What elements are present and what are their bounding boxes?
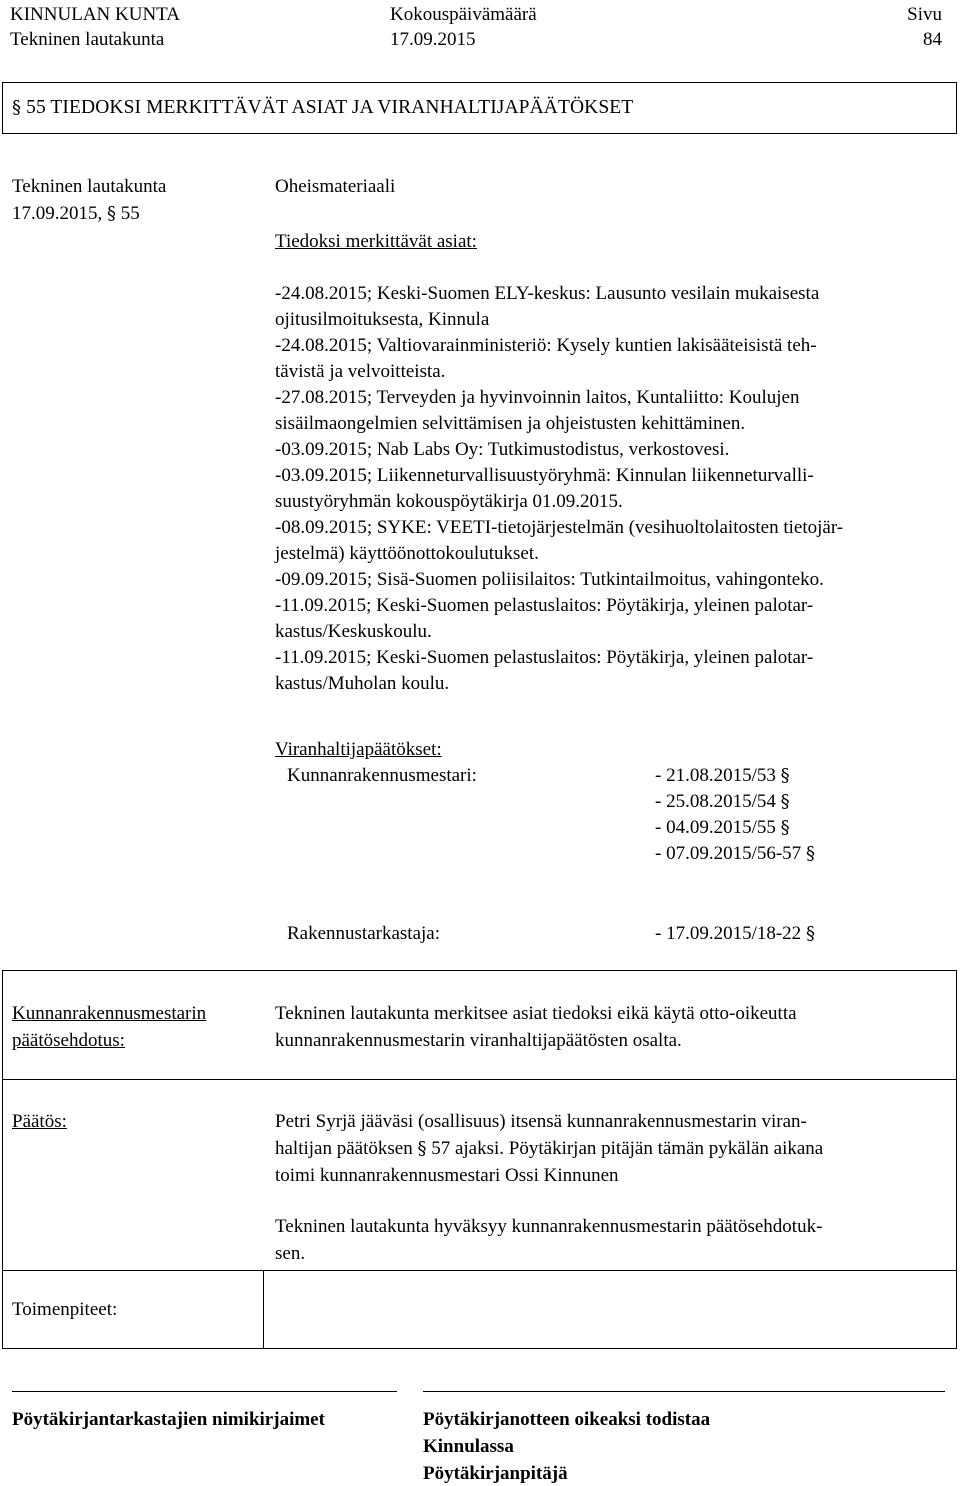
section-title <box>12 95 633 120</box>
notice-line: jestelmä) käyttöönottokoulutukset. <box>275 543 539 564</box>
reference-board: Tekninen lautakunta <box>12 176 167 197</box>
decision-ref: - 25.08.2015/54 § <box>655 791 790 812</box>
decision-text <box>275 1109 823 1190</box>
proposal-text <box>275 1001 797 1053</box>
notice-line: kastus/Muholan koulu. <box>275 673 450 694</box>
section-bottom-rule <box>2 133 957 134</box>
footer-rule-left <box>12 1391 397 1392</box>
notice-line: suustyöryhmän kokouspöytäkirja 01.09.2015. <box>275 491 623 512</box>
actions-right-border <box>956 1270 957 1348</box>
notice-line: sisäilmaongelmien selvittämisen ja ohjeistusten kehittäminen. <box>275 413 746 434</box>
reference-block <box>12 174 166 226</box>
notice-line: -11.09.2015; Keski-Suomen pelastuslaitos: Pöytäkirja, yleinen palotar- <box>275 647 814 668</box>
notice-line: -09.09.2015; Sisä-Suomen poliisilaitos: Tutkintailmoitus, vahingonteko. <box>275 569 824 590</box>
decision-line: Tekninen lautakunta hyväksyy kunnanrakennusmestarin päätösehdotuk- <box>275 1216 823 1237</box>
building-decisions <box>655 921 815 947</box>
decision-line: toimi kunnanrakennusmestari Ossi Kinnunen <box>275 1165 619 1186</box>
notices-list <box>275 281 843 697</box>
notice-line: -24.08.2015; Keski-Suomen ELY-keskus: Lausunto vesilain mukaisesta <box>275 283 820 304</box>
decision-text-2 <box>275 1214 822 1268</box>
section-sign-icon: § <box>780 817 790 838</box>
proposal-label-line1: Kunnanrakennusmestarin <box>12 1003 207 1024</box>
footer-rule-right <box>423 1391 945 1392</box>
section-sign-icon: § <box>805 923 815 944</box>
proposal-line: kunnanrakennusmestarin viranhaltijapäätösten osalta. <box>275 1030 682 1051</box>
notice-line: kastus/Keskuskoulu. <box>275 621 432 642</box>
page-label: Sivu <box>907 4 942 25</box>
decision-line: Petri Syrjä jääväsi (osallisuus) itsensä kunnanrakennusmestarin viran- <box>275 1111 807 1132</box>
decision-ref: - 17.09.2015/18-22 § <box>655 923 815 944</box>
municipality-name: KINNULAN KUNTA <box>10 4 180 25</box>
notice-line: -03.09.2015; Nab Labs Oy: Tutkimustodistus, verkostovesi. <box>275 439 730 460</box>
decision-ref: - 04.09.2015/55 § <box>655 817 790 838</box>
date-label: Kokouspäivämäärä <box>390 4 537 25</box>
proposal-line: Tekninen lautakunta merkitsee asiat tiedoksi eikä käytä otto-oikeutta <box>275 1003 797 1024</box>
footer-cert-line1: Pöytäkirjanotteen oikeaksi todistaa <box>423 1409 711 1430</box>
section-sign-icon: § <box>107 203 116 224</box>
frame-right-proposal <box>956 970 957 1270</box>
reference-line <box>12 201 166 226</box>
footer-cert-line2: Kinnulassa <box>423 1436 514 1457</box>
notice-line: -08.09.2015; SYKE: VEETI-tietojärjestelmän (vesihuoltolaitosten tietojär- <box>275 517 844 538</box>
section-sign-icon: § <box>12 97 22 118</box>
section-sign-icon: § <box>780 765 790 786</box>
section-sign-icon: § <box>417 1138 427 1159</box>
reference-date: 17.09.2015, <box>12 203 103 224</box>
notice-line: -03.09.2015; Liikenneturvallisuustyöryhmä: Kinnulan liikenneturvalli- <box>275 465 814 486</box>
decision-line: haltijan päätöksen § 57 ajaksi. Pöytäkirjan pitäjän tämän pykälän aikana <box>275 1138 824 1159</box>
notices-label: Tiedoksi merkittävät asiat: <box>275 231 477 252</box>
header-right <box>907 2 942 52</box>
notice-line: -27.08.2015; Terveyden ja hyvinvoinnin laitos, Kuntaliitto: Koulujen <box>275 387 800 408</box>
date-value: 17.09.2015 <box>390 29 476 50</box>
notice-line: tävistä ja velvoitteista. <box>275 361 446 382</box>
footer-certification <box>423 1407 710 1486</box>
page-number: 84 <box>923 29 942 50</box>
actions-top-rule <box>2 1270 957 1271</box>
section-sign-icon: § <box>805 843 815 864</box>
section-sign-icon: § <box>780 791 790 812</box>
building-inspector-role: Rakennustarkastaja: <box>287 923 441 944</box>
decisions-label: Viranhaltijapäätökset: <box>275 739 442 760</box>
frame-left-top <box>2 82 3 133</box>
header-middle <box>390 2 537 52</box>
notice-line: ojitusilmoituksesta, Kinnula <box>275 309 490 330</box>
frame-right-top <box>956 82 957 133</box>
proposal-label-line2: päätösehdotus: <box>12 1030 125 1051</box>
board-name: Tekninen lautakunta <box>10 29 165 50</box>
footer-cert-line3: Pöytäkirjanpitäjä <box>423 1463 568 1484</box>
attachment-label: Oheismateriaali <box>275 176 396 197</box>
inspector-decisions <box>655 763 815 867</box>
actions-label: Toimenpiteet: <box>12 1299 118 1320</box>
decision-ref: - 07.09.2015/56-57 § <box>655 843 815 864</box>
actions-divider <box>263 1270 264 1348</box>
actions-bottom-rule <box>2 1348 957 1349</box>
inspector-role: Kunnanrakennusmestari: <box>287 765 477 786</box>
decision-line: sen. <box>275 1243 306 1264</box>
section-number: 55 <box>26 97 46 118</box>
decision-ref: - 21.08.2015/53 § <box>655 765 790 786</box>
decision-top-rule <box>2 1079 957 1080</box>
header-left <box>10 2 180 52</box>
notice-line: -24.08.2015; Valtiovarainministeriö: Kysely kuntien lakisääteisistä teh- <box>275 335 817 356</box>
notice-line: -11.09.2015; Keski-Suomen pelastuslaitos: Pöytäkirja, yleinen palotar- <box>275 595 814 616</box>
decision-label: Päätös: <box>12 1111 67 1132</box>
footer-initials-label: Pöytäkirjantarkastajien nimikirjaimet <box>12 1409 325 1430</box>
proposal-top-rule <box>2 970 957 971</box>
reference-section: 55 <box>120 203 140 224</box>
actions-left-border <box>2 1270 3 1348</box>
proposal-label <box>12 1001 206 1053</box>
section-top-rule <box>2 82 957 83</box>
section-heading: TIEDOKSI MERKITTÄVÄT ASIAT JA VIRANHALTIJAPÄÄTÖKSET <box>50 97 634 118</box>
frame-left-proposal <box>2 970 3 1270</box>
